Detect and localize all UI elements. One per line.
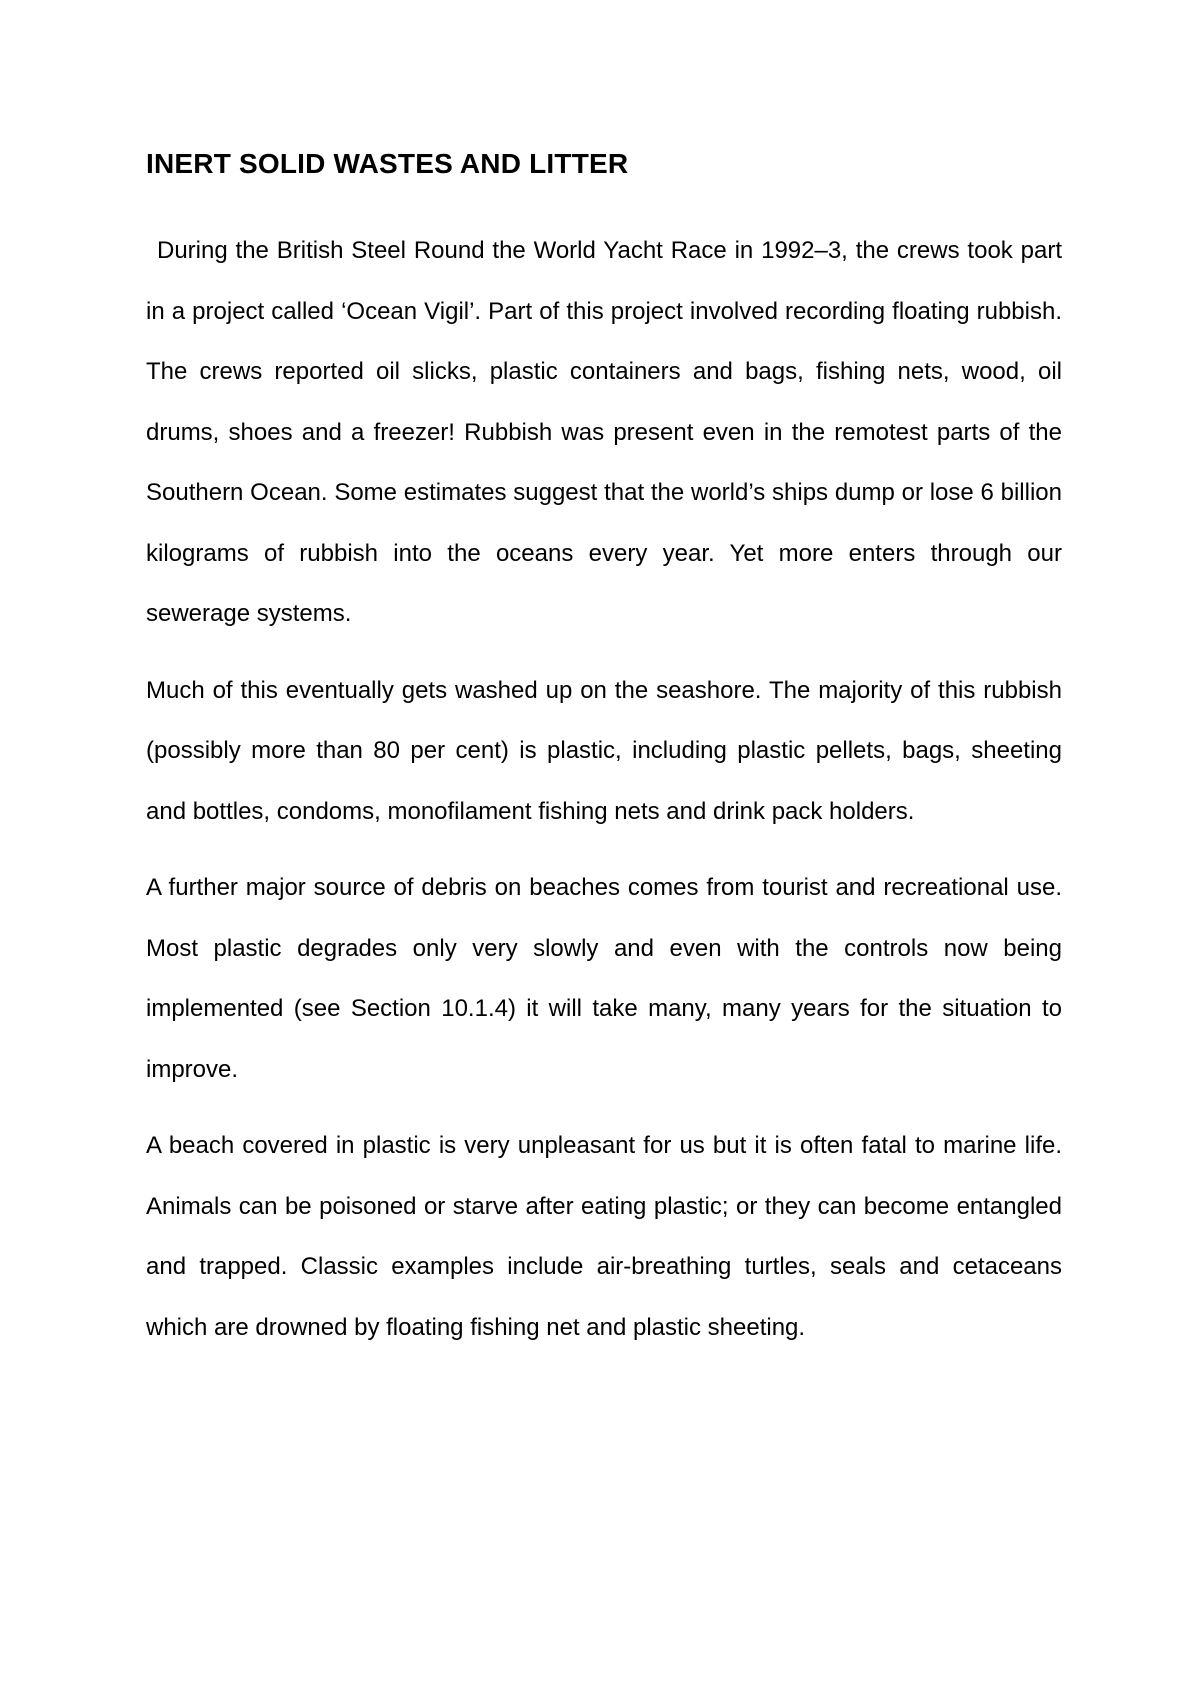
paragraph-ocean-vigil: During the British Steel Round the World Yacht Race in 1992–3, the crews took part in a project called ‘Ocean Vigil’. Part of this project involved recording floating rubbish. The crews reported oil slicks, plastic containers and bags, fishing nets, wood, oil drums, shoes and a freezer! Rubbish was present even in the remotest parts of the Southern Ocean. Some estimates suggest that the world’s ships dump or lose 6 billion kilograms of rubbish into the oceans every year. Yet more enters through our sewerage systems. <box>146 237 1062 627</box>
paragraph-tourist-debris: A further major source of debris on beaches comes from tourist and recreational use. Most plastic degrades only very slowly and even with the controls now being implemented (see Section 10.1.4) it will take many, many years for the situation to improve. <box>146 874 1062 1083</box>
paragraph-seashore-plastic: Much of this eventually gets washed up on the seashore. The majority of this rubbish (possibly more than 80 per cent) is plastic, including plastic pellets, bags, sheeting and bottles, condoms, monofilament fishing nets and drink pack holders. <box>146 676 1062 825</box>
document-body <box>146 140 1062 1374</box>
document-title: INERT SOLID WASTES AND LITTER <box>146 148 629 179</box>
paragraph-marine-life: A beach covered in plastic is very unpleasant for us but it is often fatal to marine life. Animals can be poisoned or starve after eating plastic; or they can become entangled and trapped. Classic examples include air-breathing turtles, seals and cetaceans which are drowned by floating fishing net and plastic sheeting. <box>146 1132 1062 1341</box>
